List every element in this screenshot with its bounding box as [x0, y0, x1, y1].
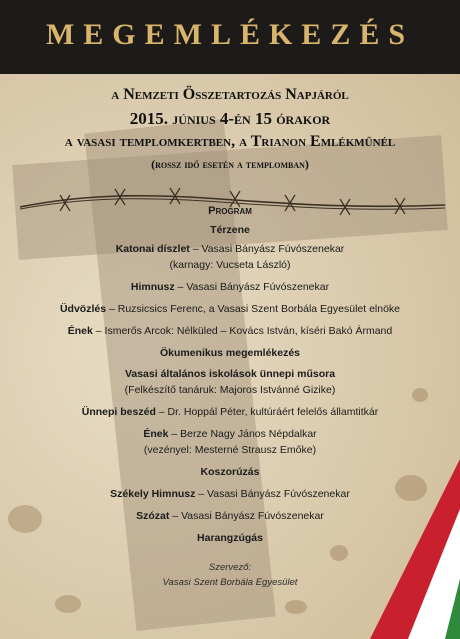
program-item: (vezényel: Mesterné Strausz Emőke)	[143, 444, 317, 456]
organizer-label: Szervező:	[208, 562, 252, 573]
program-item: Székely Himnusz – Vasasi Bányász Fúvószenekar	[110, 488, 350, 500]
program-item: Himnusz – Vasasi Bányász Fúvószenekar	[130, 281, 330, 293]
paper-stain	[330, 545, 348, 561]
program-item: (Felkészítő tanáruk: Majoros Istvánné Gizike)	[124, 384, 336, 396]
program-item: Ének – Berze Nagy János Népdalkar	[143, 428, 317, 440]
program-heading: Program	[208, 205, 252, 217]
program-item: Térzene	[210, 224, 250, 236]
program-item: (karnagy: Vucseta László)	[169, 259, 291, 271]
headline-line-4: (rossz idő esetén a templomban)	[151, 157, 309, 171]
program-item: Ünnepi beszéd – Dr. Hoppál Péter, kultúráért felelős államtitkár	[81, 406, 379, 418]
hungarian-flag-ribbon	[360, 419, 460, 639]
headline-line-1: a Nemzeti Összetartozás Napjáról	[111, 86, 349, 103]
organizer-name: Vasasi Szent Borbála Egyesület	[162, 577, 298, 588]
program-item: Üdvözlés – Ruzsicsics Ferenc, a Vasasi Szent Borbála Egyesület elnöke	[59, 303, 401, 315]
program-item: Koszorúzás	[200, 466, 260, 478]
program-item: Harangzúgás	[197, 532, 263, 544]
program-item: Ökumenikus megemlékezés	[159, 347, 301, 359]
paper-stain	[285, 600, 307, 614]
poster-title: MEGEMLÉKEZÉS	[45, 18, 415, 51]
headline-line-2: 2015. június 4-én 15 órakor	[129, 109, 331, 128]
program-item: Vasasi általános iskolások ünnepi műsora	[124, 368, 336, 380]
program-item: Katonai díszlet – Vasasi Bányász Fúvószenekar	[115, 243, 345, 255]
program-item: Ének – Ismerős Arcok: Nélküled – Kovács István, kíséri Bakó Ármand	[67, 325, 393, 337]
headline-line-3: a vasasi templomkertben, a Trianon Emlékműnél	[64, 133, 396, 150]
paper-stain	[55, 595, 81, 613]
program-item: Szózat – Vasasi Bányász Fúvószenekar	[136, 510, 324, 522]
